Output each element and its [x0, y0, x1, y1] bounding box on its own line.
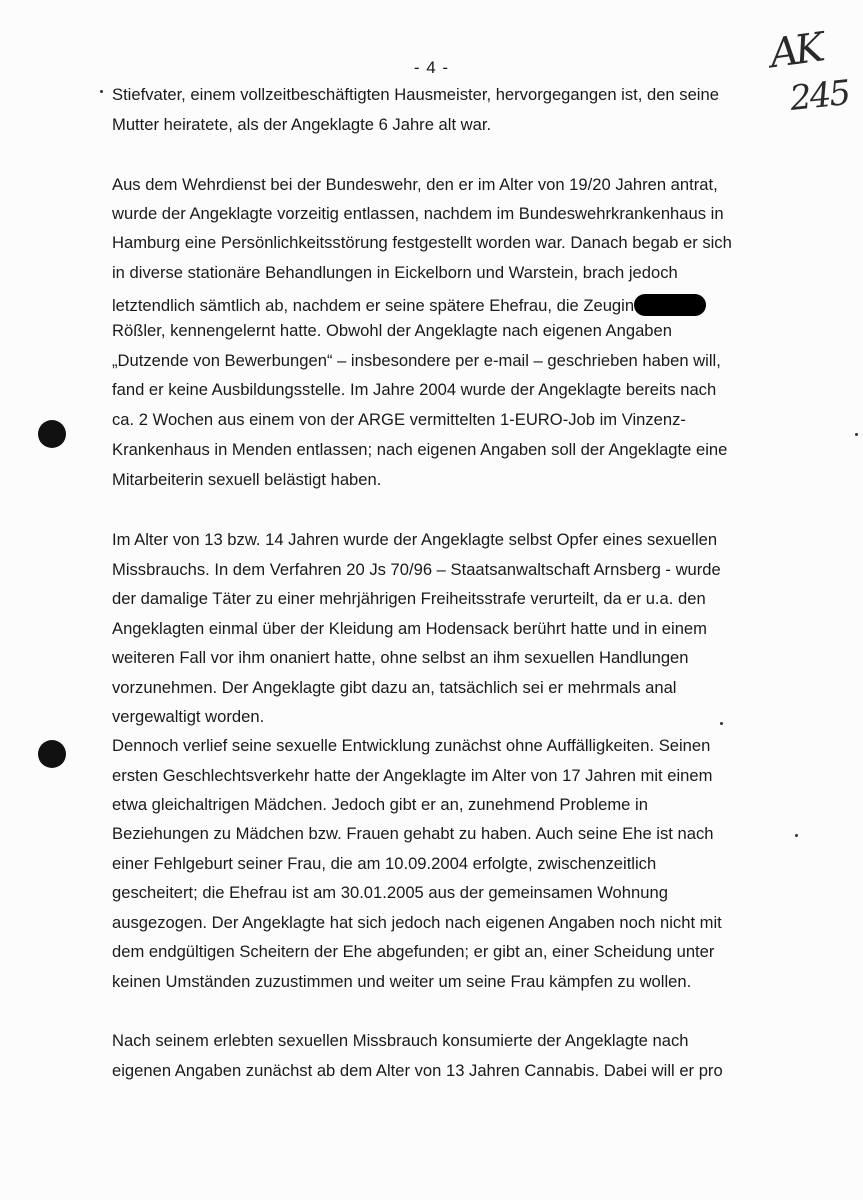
page-number: - 4 -: [413, 58, 450, 77]
text-line: Aus dem Wehrdienst bei der Bundeswehr, den er im Alter von 19/20 Jahren antrat,: [112, 175, 718, 194]
text-line: eigenen Angaben zunächst ab dem Alter von 13 Jahren Cannabis. Dabei will er pro: [112, 1061, 723, 1080]
scan-speck: [795, 834, 798, 837]
punch-hole-bottom: [38, 740, 66, 768]
text-line: vergewaltigt worden.: [112, 707, 265, 726]
text-line: vorzunehmen. Der Angeklagte gibt dazu an, tatsächlich sei er mehrmals anal: [112, 678, 677, 697]
text-line: Beziehungen zu Mädchen bzw. Frauen gehabt zu haben. Auch seine Ehe ist nach: [112, 824, 714, 843]
text-line: einer Fehlgeburt seiner Frau, die am 10.09.2004 erfolgte, zwischenzeitlich: [112, 854, 657, 873]
text-line: Missbrauchs. In dem Verfahren 20 Js 70/96 – Staatsanwaltschaft Arnsberg - wurde: [112, 560, 721, 579]
text-line: in diverse stationäre Behandlungen in Eickelborn und Warstein, brach jedoch: [112, 263, 678, 282]
punch-hole-top: [38, 420, 66, 448]
text-line: dem endgültigen Scheitern der Ehe abgefunden; er gibt an, einer Scheidung unter: [112, 942, 715, 961]
text-line: wurde der Angeklagte vorzeitig entlassen, nachdem im Bundeswehrkrankenhaus in: [112, 204, 724, 223]
text-line: keinen Umständen zuzustimmen und weiter um seine Frau kämpfen zu wollen.: [112, 972, 692, 991]
text-line: Rößler, kennengelernt hatte. Obwohl der Angeklagte nach eigenen Angaben: [112, 321, 672, 340]
redaction-mark: [634, 294, 706, 316]
text-line-with-redaction: [112, 294, 706, 316]
text-line: Mutter heiratete, als der Angeklagte 6 Jahre alt war.: [112, 115, 492, 134]
text-line: weiteren Fall vor ihm onaniert hatte, ohne selbst an ihm sexuellen Handlungen: [112, 648, 689, 667]
text-line: Krankenhaus in Menden entlassen; nach eigenen Angaben soll der Angeklagte eine: [112, 440, 728, 459]
text-line-segment: letztendlich sämtlich ab, nachdem er seine spätere Ehefrau, die Zeugin: [112, 296, 635, 315]
handwritten-annotation-bottom: 245: [788, 73, 851, 119]
text-line: Stiefvater, einem vollzeitbeschäftigten Hausmeister, hervorgegangen ist, den seine: [112, 85, 719, 104]
text-line: Hamburg eine Persönlichkeitsstörung festgestellt worden war. Danach begab er sich: [112, 233, 732, 252]
text-line: ausgezogen. Der Angeklagte hat sich jedoch nach eigenen Angaben noch nicht mit: [112, 913, 722, 932]
text-line: etwa gleichaltrigen Mädchen. Jedoch gibt er an, zunehmend Probleme in: [112, 795, 648, 814]
text-line: fand er keine Ausbildungsstelle. Im Jahre 2004 wurde der Angeklagte bereits nach: [112, 380, 717, 399]
scan-speck: [720, 722, 723, 725]
text-line: Mitarbeiterin sexuell belästigt haben.: [112, 470, 382, 489]
scan-speck: [855, 433, 858, 436]
scan-speck: [100, 90, 103, 93]
text-line: ersten Geschlechtsverkehr hatte der Angeklagte im Alter von 17 Jahren mit einem: [112, 766, 713, 785]
text-line: Nach seinem erlebten sexuellen Missbrauch konsumierte der Angeklagte nach: [112, 1031, 689, 1050]
text-line: Angeklagten einmal über der Kleidung am Hodensack berührt hatte und in einem: [112, 619, 707, 638]
handwritten-annotation-top: AK: [767, 24, 824, 78]
text-line: ca. 2 Wochen aus einem von der ARGE vermittelten 1-EURO-Job im Vinzenz-: [112, 410, 686, 429]
text-line: „Dutzende von Bewerbungen“ – insbesondere per e-mail – geschrieben haben will,: [112, 351, 721, 370]
text-line: gescheitert; die Ehefrau ist am 30.01.2005 aus der gemeinsamen Wohnung: [112, 883, 668, 902]
text-line: der damalige Täter zu einer mehrjährigen Freiheitsstrafe verurteilt, da er u.a. den: [112, 589, 706, 608]
text-line: Dennoch verlief seine sexuelle Entwicklung zunächst ohne Auffälligkeiten. Seinen: [112, 736, 711, 755]
text-line: Im Alter von 13 bzw. 14 Jahren wurde der Angeklagte selbst Opfer eines sexuellen: [112, 530, 718, 549]
